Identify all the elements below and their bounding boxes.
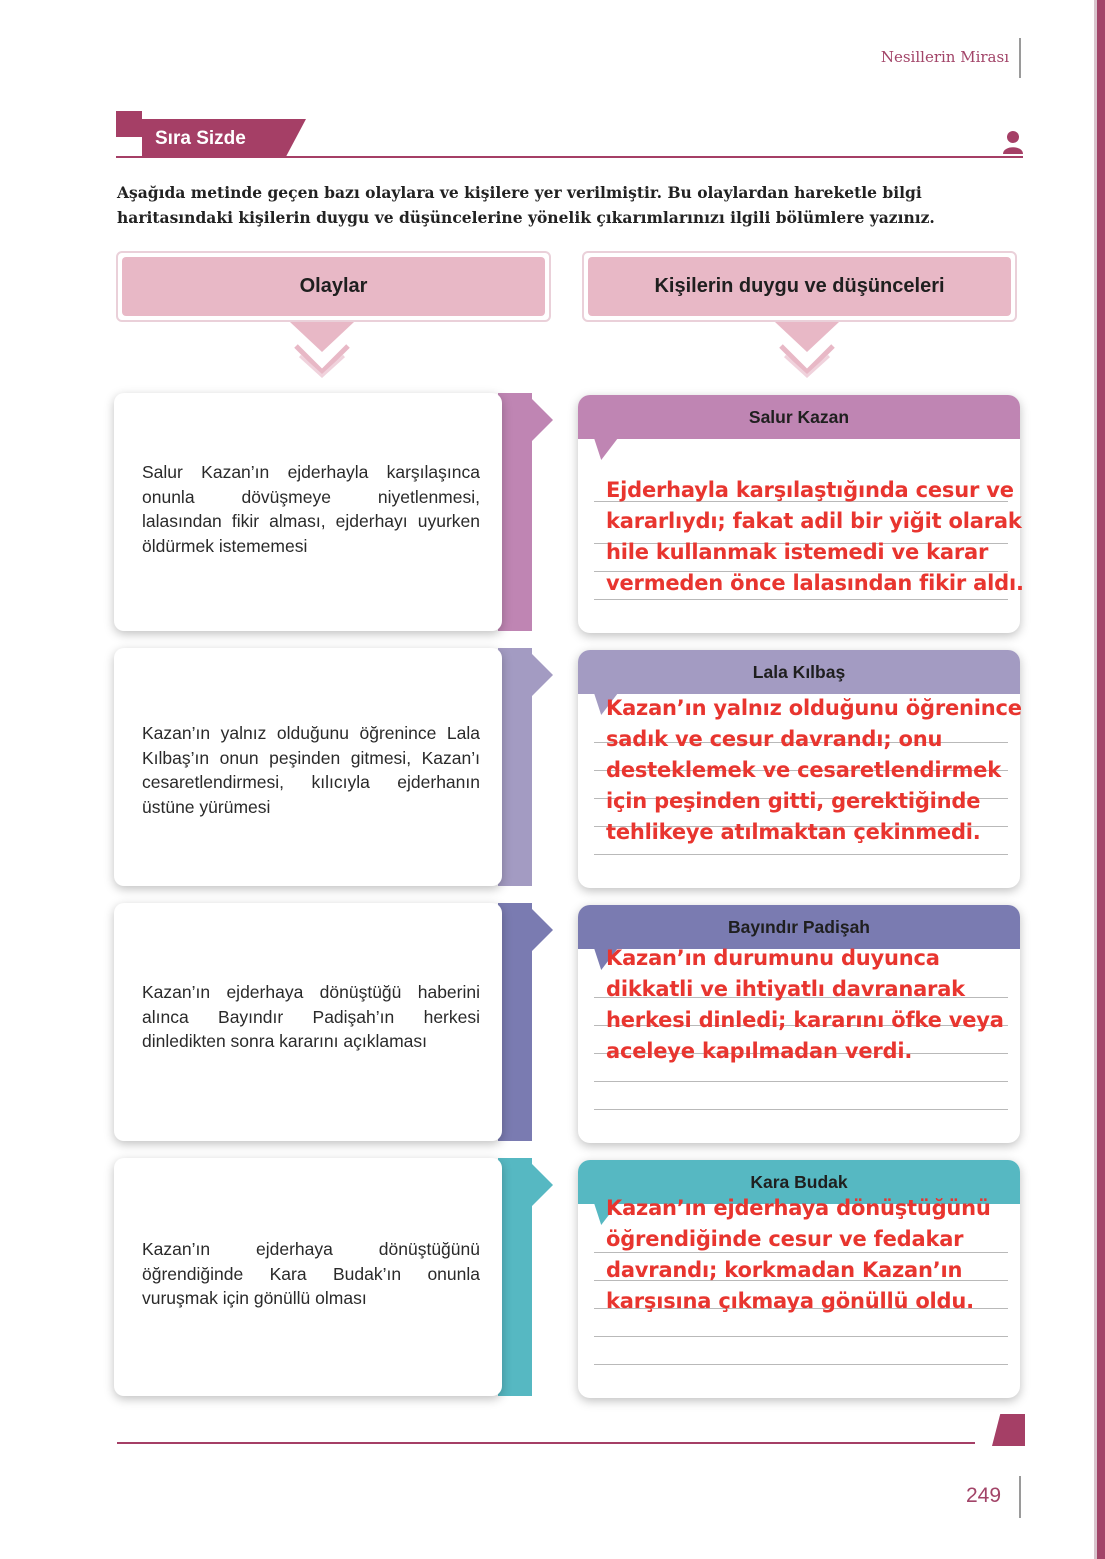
section-label: Sıra Sizde	[155, 128, 246, 149]
person-card	[578, 395, 1024, 633]
event-card	[114, 1158, 502, 1396]
event-card	[114, 393, 502, 631]
footer-line	[117, 1442, 975, 1444]
person-name: Salur Kazan	[578, 395, 1020, 439]
event-card	[114, 648, 502, 886]
arrow-right-icon	[531, 908, 553, 952]
writing-line	[594, 854, 1008, 855]
person-name: Bayındır Padişah	[578, 905, 1020, 949]
feelings-column-title: Kişilerin duygu ve düşünceleri	[588, 257, 1011, 316]
series-title: Nesillerin Mirası	[880, 48, 1009, 66]
chevron-down-icon	[775, 322, 839, 380]
event-text: Kazan’ın yalnız olduğunu öğrenince Lala Kılbaş’ın onun peşinden gitmesi, Kazan’ı cesaretlendirmesi, kılıcıyla ejderhanın üstüne yürümesi	[142, 723, 480, 817]
events-column-title: Olaylar	[122, 257, 545, 316]
student-user-icon	[1002, 130, 1024, 154]
person-name: Kara Budak	[578, 1160, 1020, 1204]
arrow-right-icon	[531, 398, 553, 442]
writing-line	[594, 1336, 1008, 1337]
footer-divider	[1019, 1476, 1021, 1518]
person-name: Lala Kılbaş	[578, 650, 1020, 694]
arrow-right-icon	[531, 1163, 553, 1207]
section-underline	[116, 156, 1023, 158]
person-card	[578, 1160, 1020, 1398]
event-text: Kazan’ın ejderhaya dönüştüğünü öğrendiğinde Kara Budak’ın onunla vuruşmak için gönüllü olması	[142, 1239, 480, 1309]
event-text: Salur Kazan’ın ejderhayla karşılaşınca onunla dövüşmeye niyetlenmesi, lalasından fikir alması, ejderhayı uyurken öldürmek istememesi	[142, 462, 480, 556]
row-3-color-band	[498, 903, 532, 1141]
feelings-column-header	[582, 251, 1017, 322]
page-edge-stripe	[1097, 0, 1105, 1559]
arrow-right-icon	[531, 653, 553, 697]
footer-corner-decoration	[992, 1414, 1025, 1446]
writing-line	[594, 599, 1008, 600]
header-divider	[1019, 38, 1021, 78]
chevron-down-icon	[290, 322, 354, 380]
section-square-decoration	[116, 111, 142, 137]
person-card	[578, 650, 1020, 888]
event-card	[114, 903, 502, 1141]
writing-line	[594, 1109, 1008, 1110]
answer-text[interactable]: Kazan’ın ejderhaya dönüştüğünü öğrendiğinde cesur ve fedakar davrandı; korkmadan Kazan’ın karşısına çıkmaya gönüllü oldu.	[606, 1196, 991, 1313]
writing-line	[594, 1364, 1008, 1365]
events-column-header	[116, 251, 551, 322]
person-card	[578, 905, 1020, 1143]
row-1-color-band	[498, 393, 532, 631]
event-text: Kazan’ın ejderhaya dönüştüğü haberini alınca Bayındır Padişah’ın herkesi dinledikten sonra kararını açıklaması	[142, 982, 480, 1052]
answer-text[interactable]: Kazan’ın durumunu duyunca dikkatli ve ihtiyatlı davranarak herkesi dinledi; kararını öfke veya aceleye kapılmadan verdi.	[606, 946, 1004, 1063]
instruction-text: Aşağıda metinde geçen bazı olaylara ve kişilere yer verilmiştir. Bu olaylardan hareketle bilgi haritasındaki kişilerin duygu ve düşüncelerine yönelik çıkarımlarınızı ilgili bölümlere yazınız.	[117, 183, 935, 227]
answer-text[interactable]: Kazan’ın yalnız olduğunu öğrenince sadık ve cesur davrandı; onu desteklemek ve cesaretlendirmek için peşinden gitti, gerektiğinde tehlikeye atılmaktan çekinmedi.	[606, 696, 1022, 844]
speech-notch	[594, 438, 618, 460]
row-4-color-band	[498, 1158, 532, 1396]
writing-line	[594, 1081, 1008, 1082]
answer-text[interactable]: Ejderhayla karşılaştığında cesur ve kararlıydı; fakat adil bir yiğit olarak hile kullanmak istemedi ve karar vermeden önce lalasından fikir aldı.	[606, 478, 1024, 595]
row-2-color-band	[498, 648, 532, 886]
page-number: 249	[966, 1484, 1002, 1507]
